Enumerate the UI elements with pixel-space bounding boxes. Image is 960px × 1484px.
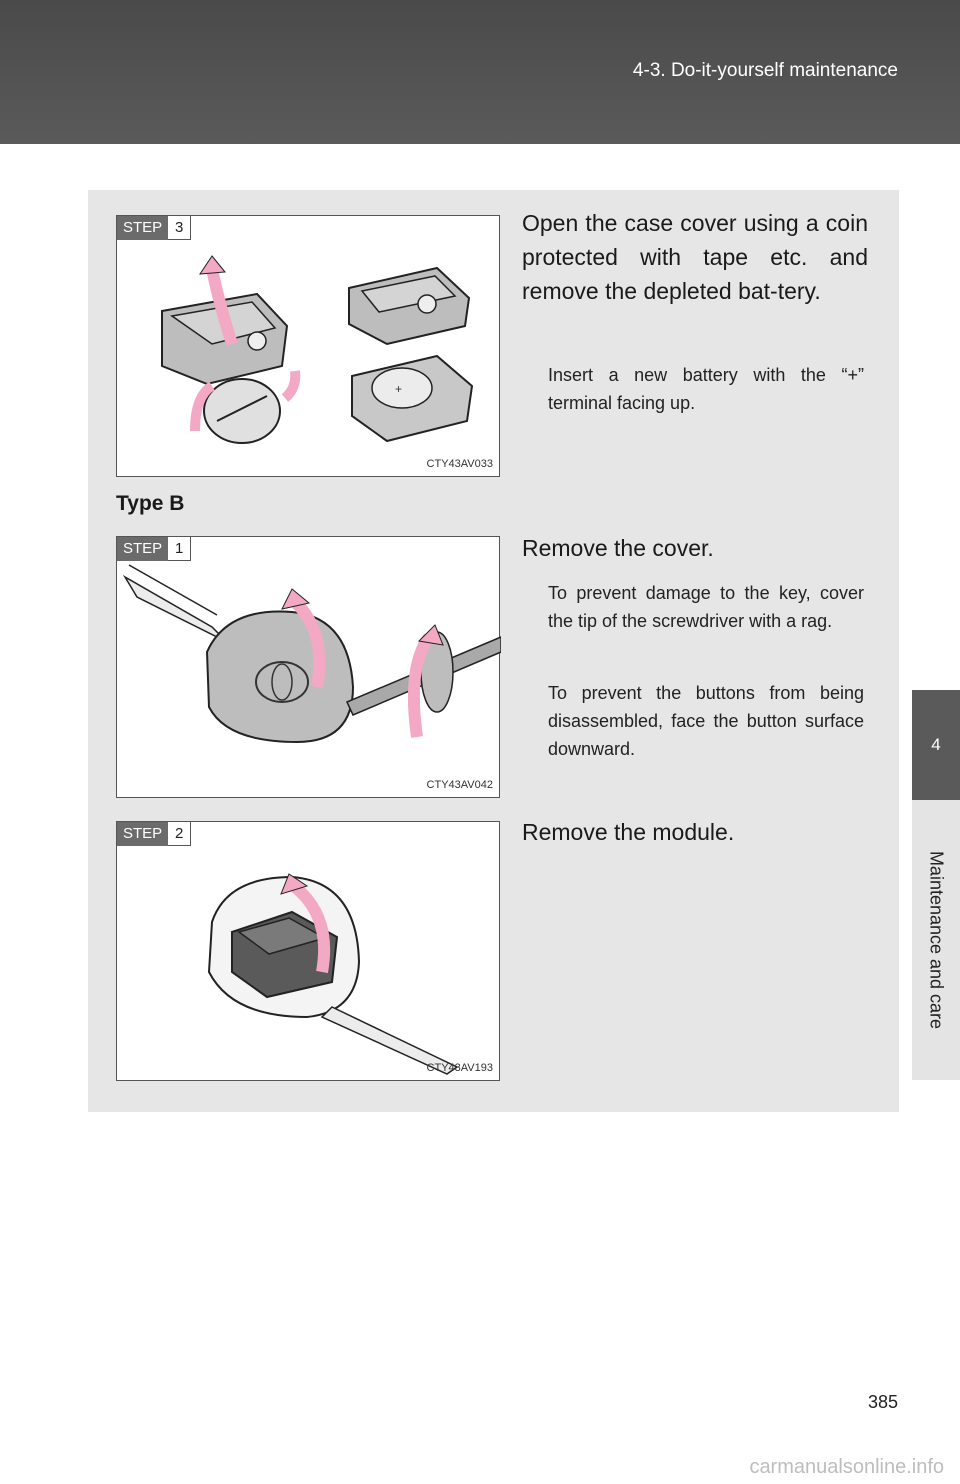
chapter-tab-label — [912, 800, 960, 1080]
watermark: carmanualsonline.info — [749, 1456, 944, 1478]
step-badge-3 — [117, 216, 191, 240]
figure-step1 — [116, 536, 500, 798]
chapter-tab-text: Maintenance and care — [926, 850, 947, 1030]
svg-text:+: + — [395, 382, 403, 396]
step-label: STEP — [117, 537, 168, 561]
chapter-tab-number: 4 — [912, 690, 960, 800]
figure-step2 — [116, 821, 500, 1081]
step-number: 2 — [168, 822, 191, 846]
page-number: 385 — [867, 1392, 898, 1412]
figure-code: CTY43AV042 — [426, 779, 493, 791]
figure-code: CTY43AV033 — [426, 458, 493, 470]
step3-note: Insert a new battery with the “+” terminal facing up. — [548, 365, 864, 413]
section-heading-type-b: Type B — [116, 492, 185, 515]
page-header — [0, 0, 960, 144]
step3-illustration — [117, 216, 501, 478]
section-title: 4-3. Do-it-yourself maintenance — [632, 60, 898, 81]
step2-instruction: Remove the module. — [522, 819, 735, 845]
step1-note-1: To prevent damage to the key, cover the tip of the screwdriver with a rag. — [548, 583, 864, 631]
step-number: 1 — [168, 537, 191, 561]
step3-instruction: Open the case cover using a coin protected with tape etc. and remove the depleted bat-tery. — [522, 210, 868, 304]
step-label: STEP — [117, 216, 168, 240]
step-badge-1 — [117, 537, 191, 561]
step1-illustration — [117, 537, 501, 799]
figure-step3 — [116, 215, 500, 477]
step2-illustration — [117, 822, 501, 1082]
step-number: 3 — [168, 216, 191, 240]
step-label: STEP — [117, 822, 168, 846]
step-badge-2 — [117, 822, 191, 846]
step1-instruction: Remove the cover. — [522, 535, 714, 561]
figure-code: CTY43AV193 — [426, 1062, 493, 1074]
step1-note-2: To prevent the buttons from being disassembled, face the button surface downward. — [548, 683, 864, 759]
